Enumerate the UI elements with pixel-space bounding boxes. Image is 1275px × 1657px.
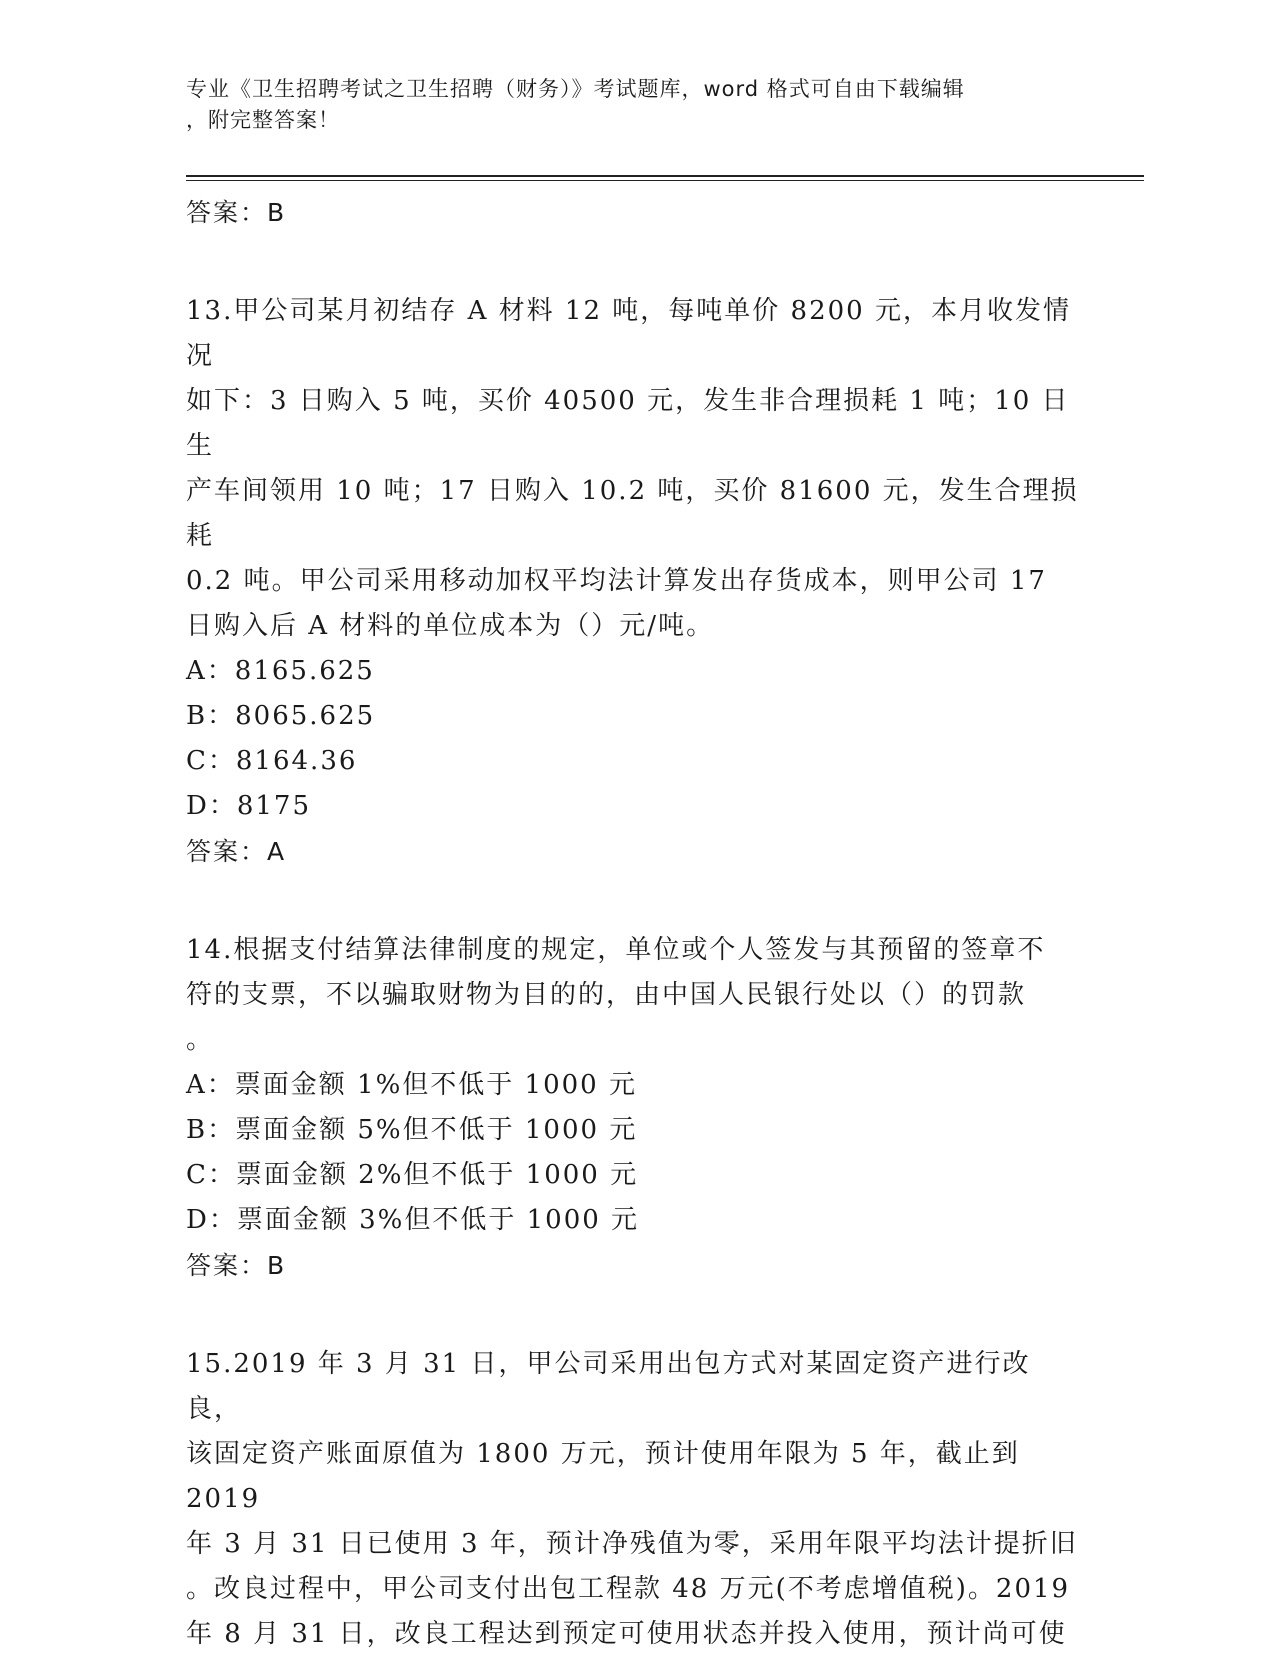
spacer [186,874,1086,928]
question-line: 产车间领用 10 吨；17 日购入 10.2 吨，买价 81600 元，发生合理损耗 [186,476,1079,551]
answer-option: C：票面金额 2%但不低于 1000 元 [186,1160,639,1190]
question-line: 14.根据支付结算法律制度的规定，单位或个人签发与其预留的签章不 [186,935,1046,965]
header-divider-thin [186,180,1144,181]
question-line: 13.甲公司某月初结存 A 材料 12 吨，每吨单价 8200 元，本月收发情况 [186,296,1071,371]
question-line: 。改良过程中，甲公司支付出包工程款 48 万元(不考虑增值税)。2019 [186,1574,1071,1604]
header-line-1: 专业《卫生招聘考试之卫生招聘（财务）》考试题库，word 格式可自由下载编辑 [186,77,965,101]
question-line: 年 8 月 31 日，改良工程达到预定可使用状态并投入使用，预计尚可使 [186,1619,1067,1649]
question-line: 0.2 吨。甲公司采用移动加权平均法计算发出存货成本，则甲公司 17 [186,566,1047,596]
answer-label: 答案：B [186,198,287,227]
spacer [186,1288,1086,1342]
answer-option: A：票面金额 1%但不低于 1000 元 [186,1070,637,1100]
answer-option: B：票面金额 5%但不低于 1000 元 [186,1115,638,1145]
answer-label: 答案：B [186,1251,287,1280]
answer-option: A：8165.625 [186,656,375,686]
question-block [186,289,1086,874]
answer-option: D：8175 [186,791,312,821]
answer-option: C：8164.36 [186,746,358,776]
question-line: 日购入后 A 材料的单位成本为（）元/吨。 [186,611,715,641]
document-body [186,190,1086,1657]
question-block [186,928,1086,1288]
answer-option: D：票面金额 3%但不低于 1000 元 [186,1205,640,1235]
page-header [186,74,1066,136]
spacer [186,235,1086,289]
answer-option: B：8065.625 [186,701,376,731]
question-line: 。 [186,1025,215,1055]
question-line: 年 3 月 31 日已使用 3 年，预计净残值为零，采用年限平均法计提折旧 [186,1529,1078,1559]
question-line: 15.2019 年 3 月 31 日，甲公司采用出包方式对某固定资产进行改良， [186,1349,1031,1424]
answer-label: 答案：A [186,837,287,866]
question-line: 符的支票，不以骗取财物为目的的，由中国人民银行处以（）的罚款 [186,980,1027,1010]
question-line: 该固定资产账面原值为 1800 万元，预计使用年限为 5 年，截止到 2019 [186,1439,1020,1514]
question-line: 如下：3 日购入 5 吨，买价 40500 元，发生非合理损耗 1 吨；10 日生 [186,386,1070,461]
header-divider [186,175,1144,177]
header-line-2: ，附完整答案！ [186,108,340,132]
question-block [186,1342,1086,1657]
